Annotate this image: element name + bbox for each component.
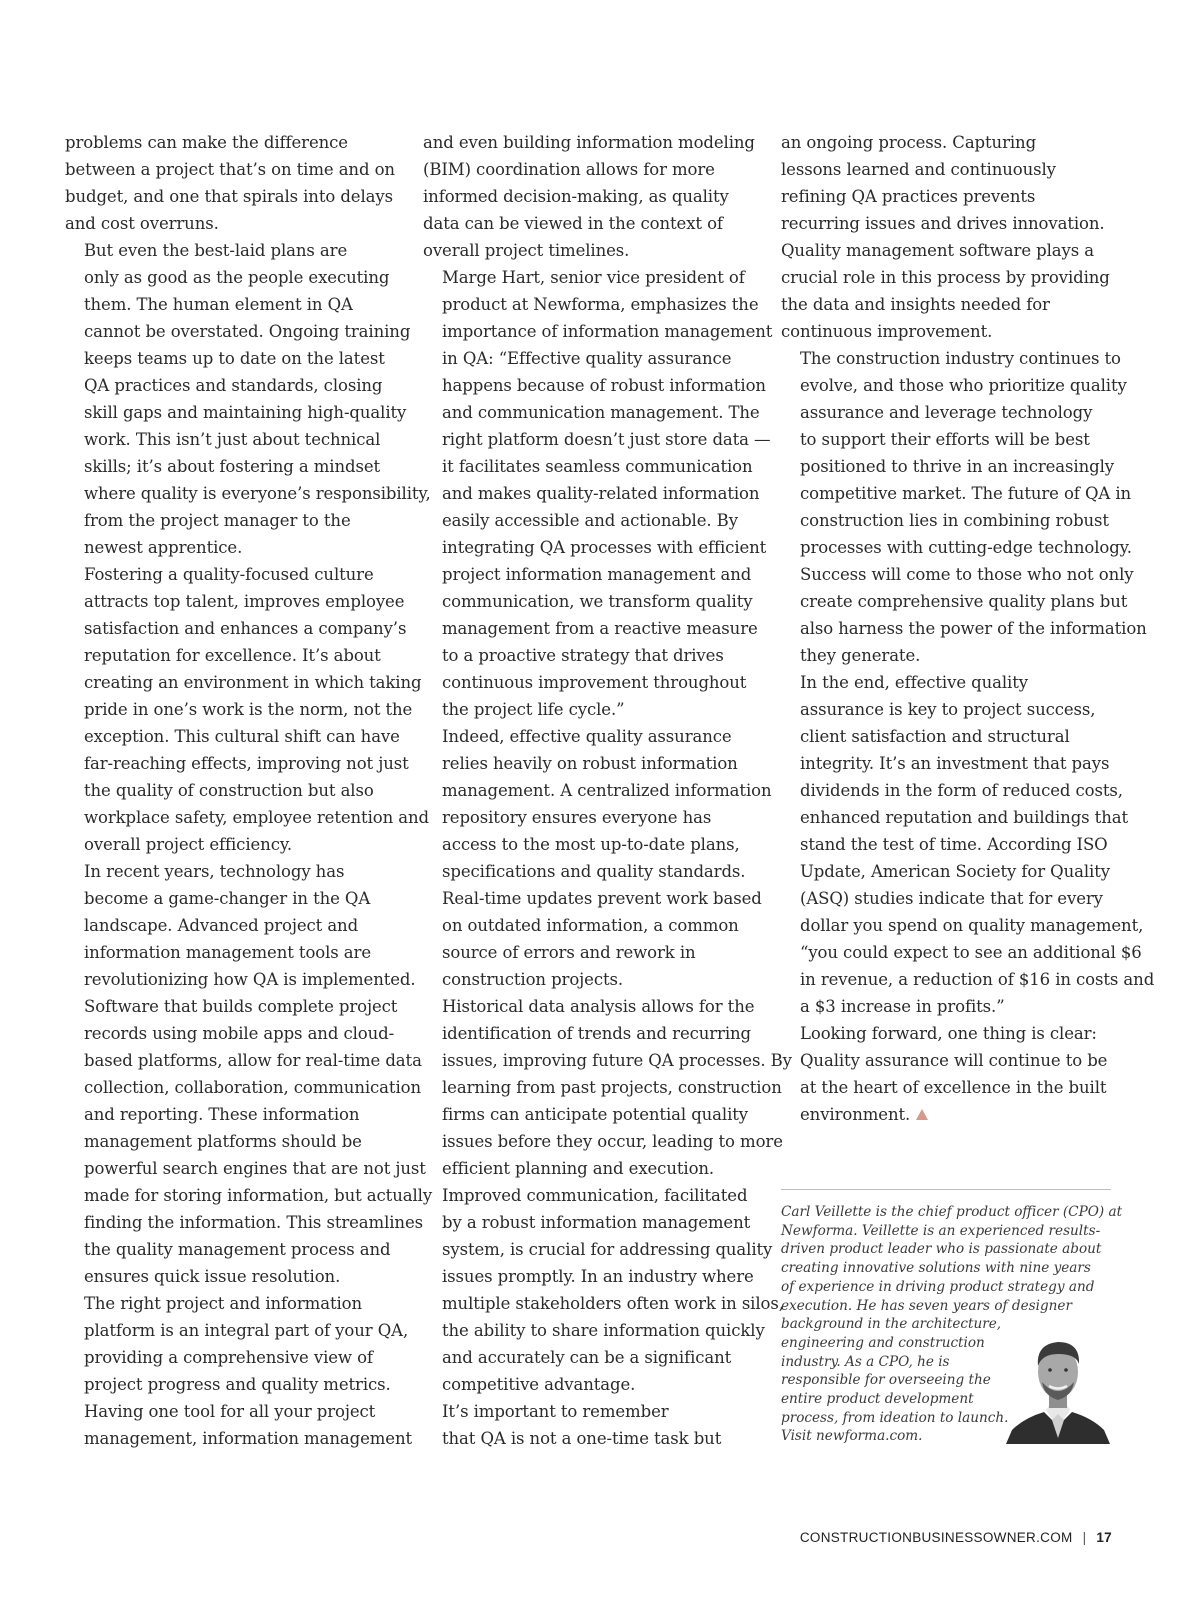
text-line: In recent years, technology has: [84, 862, 345, 881]
text-line: creating innovative solutions with nine years: [781, 1260, 1091, 1277]
paragraph: [423, 264, 773, 723]
text-line: Newforma. Veillette is an experienced results-: [781, 1222, 1101, 1239]
text-line: skills; it’s about fostering a mindset: [84, 457, 381, 476]
text-line: skill gaps and maintaining high-quality: [84, 403, 407, 422]
text-line: exception. This cultural shift can have: [84, 727, 400, 746]
text-line: Indeed, effective quality assurance: [442, 727, 732, 746]
paragraph: [423, 723, 772, 993]
text-line: finding the information. This streamlines: [84, 1213, 423, 1232]
text-line: refining QA practices prevents: [781, 187, 1036, 206]
text-line: Real-time updates prevent work based: [442, 889, 762, 908]
page-number: 17: [1096, 1530, 1112, 1545]
text-line: on outdated information, a common: [442, 916, 739, 935]
paragraph: [423, 1182, 784, 1398]
text-line: specifications and quality standards.: [442, 862, 746, 881]
text-line: and reporting. These information: [84, 1105, 360, 1124]
text-line: project progress and quality metrics.: [84, 1375, 391, 1394]
text-line: the project life cycle.”: [442, 700, 625, 719]
text-line: the quality management process and: [84, 1240, 391, 1259]
text-line: them. The human element in QA: [84, 295, 353, 314]
text-line: the quality of construction but also: [84, 781, 374, 800]
text-line: between a project that’s on time and on: [65, 160, 395, 179]
text-line: competitive market. The future of QA in: [800, 484, 1132, 503]
text-line: informed decision-making, as quality: [423, 187, 729, 206]
text-line: data can be viewed in the context of: [423, 214, 723, 233]
text-line: budget, and one that spirals into delays: [65, 187, 393, 206]
text-line: creating an environment in which taking: [84, 673, 422, 692]
text-line: the ability to share information quickly: [442, 1321, 765, 1340]
text-line: collection, collaboration, communication: [84, 1078, 421, 1097]
text-line: assurance and leverage technology: [800, 403, 1093, 422]
text-line: communication, we transform quality: [442, 592, 753, 611]
text-line: keeps teams up to date on the latest: [84, 349, 385, 368]
text-line: access to the most up-to-date plans,: [442, 835, 740, 854]
author-headshot-image: [1006, 1334, 1110, 1444]
text-line: client satisfaction and structural: [800, 727, 1070, 746]
text-line: recurring issues and drives innovation.: [781, 214, 1105, 233]
text-line: (BIM) coordination allows for more: [423, 160, 715, 179]
text-line: made for storing information, but actually: [84, 1186, 433, 1205]
paragraph: [65, 1290, 413, 1452]
text-line: to support their efforts will be best: [800, 430, 1090, 449]
text-line: Improved communication, facilitated: [442, 1186, 748, 1205]
text-line: positioned to thrive in an increasingly: [800, 457, 1114, 476]
text-line: Visit newforma.com.: [781, 1428, 923, 1445]
text-line: construction projects.: [442, 970, 624, 989]
text-line: efficient planning and execution.: [442, 1159, 715, 1178]
text-line: identification of trends and recurring: [442, 1024, 752, 1043]
text-line: Quality management software plays a: [781, 241, 1094, 260]
text-line: problems can make the difference: [65, 133, 348, 152]
paragraph: [423, 129, 763, 264]
text-line: issues before they occur, leading to more: [442, 1132, 783, 1151]
text-line: issues promptly. In an industry where: [442, 1267, 754, 1286]
text-line: newest apprentice.: [84, 538, 243, 557]
text-line: system, is crucial for addressing quality: [442, 1240, 773, 1259]
paragraph: [65, 237, 431, 561]
text-line: information management tools are: [84, 943, 371, 962]
text-line: relies heavily on robust information: [442, 754, 738, 773]
text-line: a $3 increase in profits.”: [800, 997, 1005, 1016]
paragraph-final: [781, 1020, 1121, 1128]
text-line: Fostering a quality-focused culture: [84, 565, 374, 584]
text-line: Quality assurance will continue to be: [800, 1051, 1108, 1070]
paragraph: [423, 1398, 763, 1452]
text-line: Having one tool for all your project: [84, 1402, 376, 1421]
text-line: Historical data analysis allows for the: [442, 997, 755, 1016]
text-line: project information management and: [442, 565, 752, 584]
text-line: firms can anticipate potential quality: [442, 1105, 749, 1124]
text-line: source of errors and rework in: [442, 943, 696, 962]
end-of-article-triangle-icon: [916, 1109, 928, 1120]
text-line: assurance is key to project success,: [800, 700, 1096, 719]
text-line: platform is an integral part of your QA,: [84, 1321, 409, 1340]
text-line: satisfaction and enhances a company’s: [84, 619, 407, 638]
text-line: Software that builds complete project: [84, 997, 398, 1016]
text-line: from the project manager to the: [84, 511, 351, 530]
text-line: overall project efficiency.: [84, 835, 293, 854]
text-line: workplace safety, employee retention and: [84, 808, 429, 827]
text-line: and even building information modeling: [423, 133, 755, 152]
text-line: competitive advantage.: [442, 1375, 636, 1394]
text-line: overall project timelines.: [423, 241, 630, 260]
text-line: right platform doesn’t just store data —: [442, 430, 771, 449]
text-line: Carl Veillette is the chief product officer (CPO) at: [781, 1204, 1123, 1220]
paragraph: [65, 561, 429, 858]
text-line: become a game-changer in the QA: [84, 889, 371, 908]
text-line: based platforms, allow for real-time data: [84, 1051, 422, 1070]
text-line: The right project and information: [84, 1294, 363, 1313]
text-line: construction lies in combining robust: [800, 511, 1109, 530]
text-line: “you could expect to see an additional $6: [800, 943, 1142, 962]
text-line: driven product leader who is passionate about: [781, 1241, 1102, 1258]
text-line: at the heart of excellence in the built: [800, 1078, 1107, 1097]
publication-url: CONSTRUCTIONBUSINESSOWNER.COM: [799, 1530, 1073, 1545]
text-line: ensures quick issue resolution.: [84, 1267, 341, 1286]
text-line: (ASQ) studies indicate that for every: [800, 889, 1103, 908]
text-line: it facilitates seamless communication: [442, 457, 753, 476]
text-line: enhanced reputation and buildings that: [800, 808, 1128, 827]
text-line: an ongoing process. Capturing: [781, 133, 1037, 152]
paragraph: [65, 858, 433, 1290]
text-line: cannot be overstated. Ongoing training: [84, 322, 411, 341]
page-footer: [800, 1530, 1112, 1545]
text-line: The construction industry continues to: [800, 349, 1121, 368]
text-line: happens because of robust information: [442, 376, 766, 395]
text-line: process, from ideation to launch.: [781, 1409, 1009, 1426]
text-line: management from a reactive measure: [442, 619, 758, 638]
text-line: Success will come to those who not only: [800, 565, 1134, 584]
text-line: powerful search engines that are not just: [84, 1159, 426, 1178]
text-line: providing a comprehensive view of: [84, 1348, 373, 1367]
text-line: evolve, and those who prioritize quality: [800, 376, 1127, 395]
text-line: management, information management: [84, 1429, 413, 1448]
text-line: It’s important to remember: [442, 1402, 669, 1421]
text-line: QA practices and standards, closing: [84, 376, 383, 395]
text-line: product at Newforma, emphasizes the: [442, 295, 759, 314]
text-line: revolutionizing how QA is implemented.: [84, 970, 416, 989]
text-line: management. A centralized information: [442, 781, 772, 800]
text-line: and makes quality-related information: [442, 484, 760, 503]
text-line: they generate.: [800, 646, 921, 665]
text-line: crucial role in this process by providing: [781, 268, 1110, 287]
text-line: continuous improvement.: [781, 322, 993, 341]
text-line: processes with cutting-edge technology.: [800, 538, 1132, 557]
text-line: to a proactive strategy that drives: [442, 646, 724, 665]
paragraph: [781, 129, 1121, 345]
text-line: responsible for overseeing the: [781, 1372, 991, 1389]
text-line: the data and insights needed for: [781, 295, 1050, 314]
text-line: and communication management. The: [442, 403, 760, 422]
text-line: in QA: “Effective quality assurance: [442, 349, 732, 368]
text-line: landscape. Advanced project and: [84, 916, 359, 935]
text-line: only as good as the people executing: [84, 268, 390, 287]
text-line: environment.: [781, 1101, 1121, 1128]
text-line: easily accessible and actionable. By: [442, 511, 738, 530]
paragraph: [65, 129, 405, 237]
text-line: that QA is not a one-time task but: [442, 1429, 722, 1448]
text-line: issues, improving future QA processes. By: [442, 1051, 792, 1070]
text-line: multiple stakeholders often work in silos,: [442, 1294, 784, 1313]
article-column-2: [423, 129, 792, 1452]
text-line: entire product development: [781, 1391, 974, 1408]
text-line: and accurately can be a significant: [442, 1348, 732, 1367]
text-line: where quality is everyone’s responsibility,: [84, 484, 431, 503]
text-line: create comprehensive quality plans but: [800, 592, 1128, 611]
text-line: background in the architecture,: [781, 1316, 1002, 1333]
text-line: of experience in driving product strategy and: [781, 1278, 1095, 1295]
text-line: management platforms should be: [84, 1132, 362, 1151]
text-line: lessons learned and continuously: [781, 160, 1056, 179]
text-line: also harness the power of the information: [800, 619, 1147, 638]
text-line: dollar you spend on quality management,: [800, 916, 1144, 935]
paragraph: [423, 993, 792, 1182]
author-bio-divider: [781, 1189, 1111, 1190]
text-line: learning from past projects, construction: [442, 1078, 782, 1097]
text-line: Looking forward, one thing is clear:: [800, 1024, 1097, 1043]
footer-separator: |: [1082, 1530, 1087, 1545]
text-line: attracts top talent, improves employee: [84, 592, 405, 611]
text-line: pride in one’s work is the norm, not the: [84, 700, 413, 719]
text-line: Marge Hart, senior vice president of: [442, 268, 745, 287]
article-column-3: [781, 129, 1155, 1128]
text-line: In the end, effective quality: [800, 673, 1028, 692]
text-line: reputation for excellence. It’s about: [84, 646, 381, 665]
text-line: and cost overruns.: [65, 214, 219, 233]
article-column-1: [65, 129, 433, 1452]
text-line: repository ensures everyone has: [442, 808, 712, 827]
text-line: in revenue, a reduction of $16 in costs and: [800, 970, 1155, 989]
text-line: dividends in the form of reduced costs,: [800, 781, 1123, 800]
text-line: far-reaching effects, improving not just: [84, 754, 409, 773]
text-line: integrating QA processes with efficient: [442, 538, 767, 557]
text-line: But even the best-laid plans are: [84, 241, 348, 260]
text-line: records using mobile apps and cloud-: [84, 1024, 395, 1043]
text-line: industry. As a CPO, he is: [781, 1353, 950, 1370]
text-line: work. This isn’t just about technical: [84, 430, 381, 449]
text-line: continuous improvement throughout: [442, 673, 747, 692]
text-line: integrity. It’s an investment that pays: [800, 754, 1110, 773]
paragraph: [781, 669, 1155, 1020]
text-line: by a robust information management: [442, 1213, 751, 1232]
text-line: engineering and construction: [781, 1334, 985, 1351]
text-line: importance of information management: [442, 322, 773, 341]
text-line: execution. He has seven years of designer: [781, 1297, 1072, 1314]
text-line: Update, American Society for Quality: [800, 862, 1110, 881]
paragraph: [781, 345, 1147, 669]
text-line: stand the test of time. According ISO: [800, 835, 1108, 854]
